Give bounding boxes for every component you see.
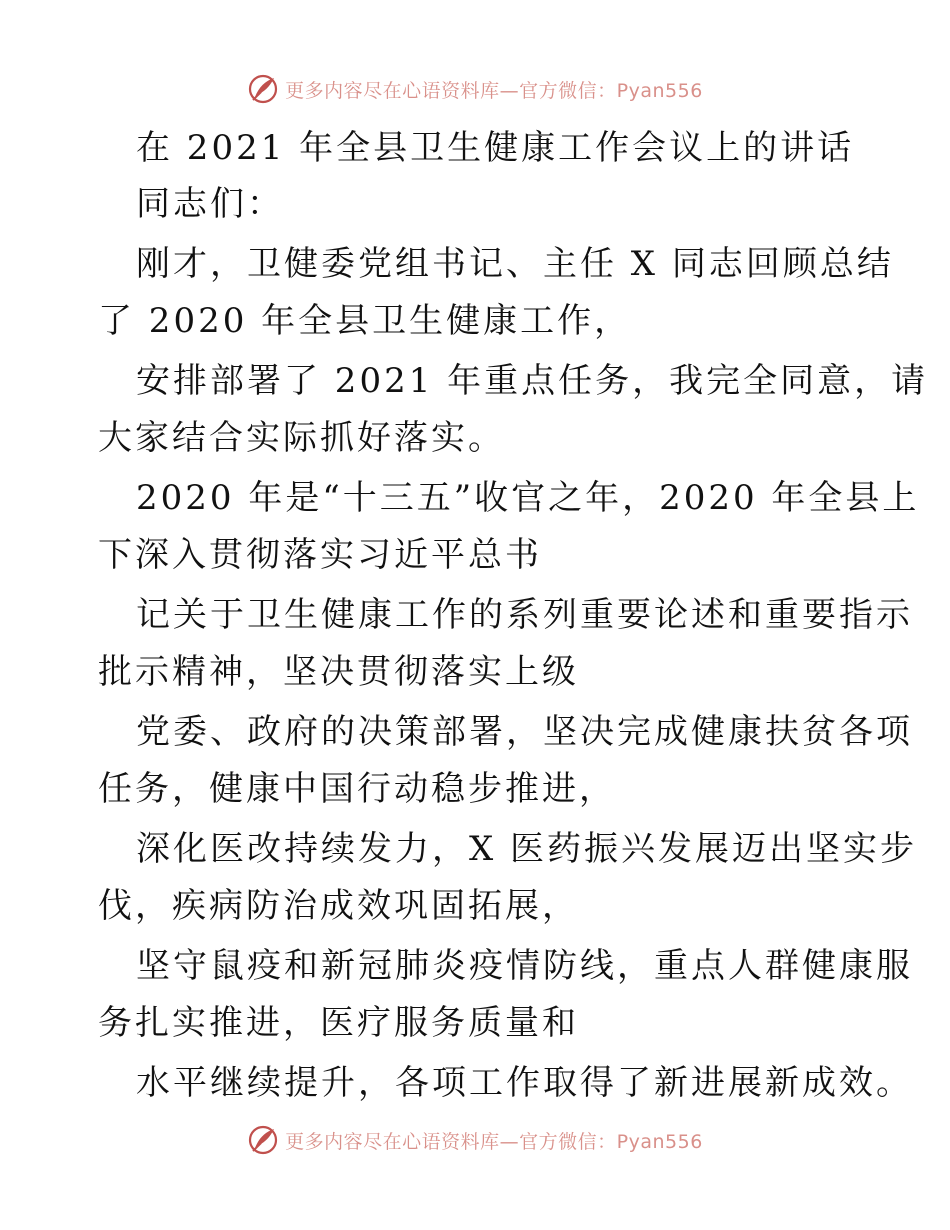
document-title: 在 2021 年全县卫生健康工作会议上的讲话 xyxy=(136,128,855,168)
paragraph-line: 2020 年是“十三五”收官之年，2020 年全县上 xyxy=(136,478,920,518)
paragraph-line: 深化医改持续发力，X 医药振兴发展迈出坚实步 xyxy=(136,829,918,869)
watermark-header xyxy=(0,72,950,106)
paragraph-line: 记关于卫生健康工作的系列重要论述和重要指示 xyxy=(136,595,913,635)
paragraph-line: 务扎实推进，医疗服务质量和 xyxy=(98,1003,579,1043)
paragraph-line: 批示精神，坚决贯彻落实上级 xyxy=(98,652,579,692)
watermark-text: 更多内容尽在心语资料库—官方微信：Pyan556 xyxy=(285,1130,703,1153)
feather-quill-logo-icon xyxy=(247,73,279,105)
paragraph-line: 了 2020 年全县卫生健康工作， xyxy=(98,301,632,341)
paragraph-line: 任务，健康中国行动稳步推进， xyxy=(98,769,616,809)
feather-quill-logo-icon xyxy=(247,1124,279,1156)
watermark-text: 更多内容尽在心语资料库—官方微信：Pyan556 xyxy=(285,79,703,102)
paragraph-line: 大家结合实际抓好落实。 xyxy=(98,418,505,458)
salutation: 同志们： xyxy=(136,184,284,224)
paragraph-line: 伐，疾病防治成效巩固拓展， xyxy=(98,886,579,926)
paragraph-line: 下深入贯彻落实习近平总书 xyxy=(98,535,542,575)
paragraph-line: 安排部署了 2021 年重点任务，我完全同意，请 xyxy=(136,361,929,401)
paragraph-line: 刚才，卫健委党组书记、主任 X 同志回顾总结 xyxy=(136,244,894,284)
paragraph-line: 水平继续提升，各项工作取得了新进展新成效。 xyxy=(136,1063,913,1103)
paragraph-line: 坚守鼠疫和新冠肺炎疫情防线，重点人群健康服 xyxy=(136,946,913,986)
watermark-footer xyxy=(0,1123,950,1157)
paragraph-line: 党委、政府的决策部署，坚决完成健康扶贫各项 xyxy=(136,712,913,752)
